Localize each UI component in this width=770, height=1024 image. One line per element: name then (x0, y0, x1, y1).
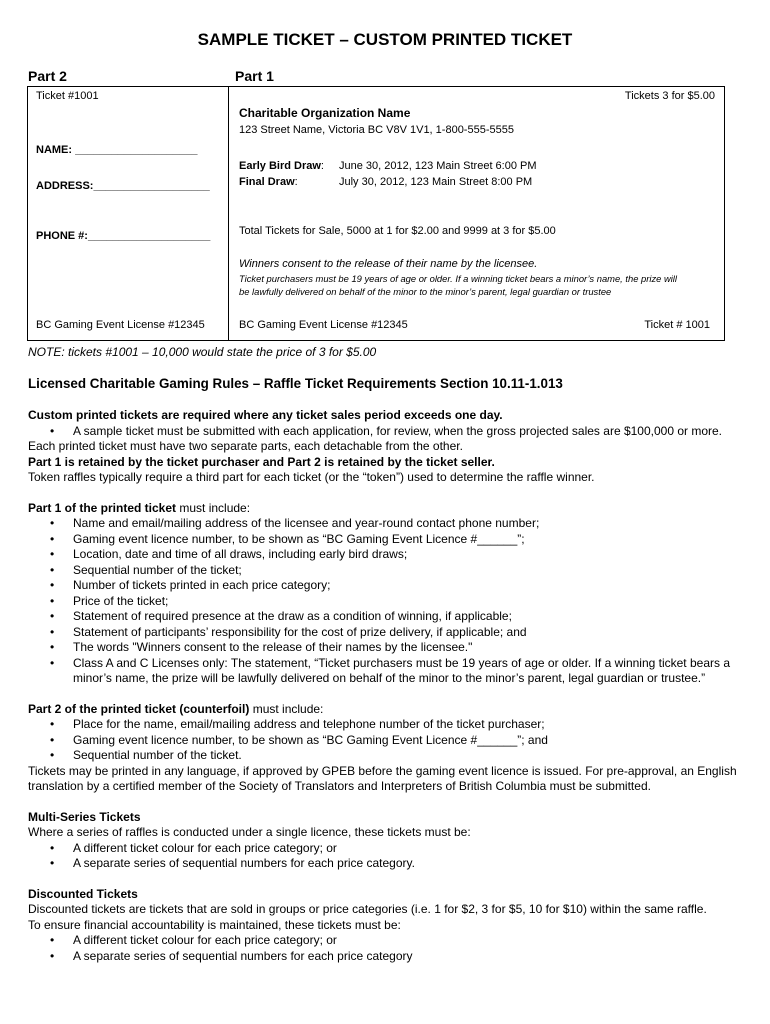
list-item: • Name and email/mailing address of the licensee and year-round contact phone number; (28, 516, 748, 532)
list-item: • A separate series of sequential numbers for each price category. (28, 856, 748, 872)
two-parts-text: Each printed ticket must have two separate parts, each detachable from the other. (28, 439, 463, 453)
list-item: • A separate series of sequential numbers for each price category (28, 949, 748, 965)
stub-phone-field: PHONE #:____________________ (36, 230, 211, 242)
age-statement-line1: Ticket purchasers must be 19 years of age or older. If a winning ticket bears a minor’s name, the prize will (239, 273, 677, 284)
ticket-stub (28, 87, 229, 340)
stub-name-field: NAME: ____________________ (36, 144, 198, 156)
page-title: SAMPLE TICKET – CUSTOM PRINTED TICKET (197, 30, 573, 49)
discounted-intro: Discounted tickets are tickets that are sold in groups or price categories (i.e. 1 for $2, 3 for $5, 10 for $10) within the same raffle. (28, 902, 707, 916)
custom-printed-heading: Custom printed tickets are required where any ticket sales period exceeds one day. (28, 408, 503, 422)
part2-label: Part 2 (28, 68, 67, 84)
list-item: • Class A and C Licenses only: The statement, “Ticket purchasers must be 19 years of age or older. If a winning ticket bears a minor’s name, the prize will be lawfully delivered on behalf of the minor to the minor’s parent, legal guardian or trustee.” (28, 656, 748, 687)
main-ticket-number: Ticket # 1001 (644, 319, 710, 331)
list-item: • A sample ticket must be submitted with each application, for review, when the gross projected sales are $100,000 or more. (28, 424, 748, 440)
discounted-requirement: To ensure financial accountability is maintained, these tickets must be: (28, 917, 401, 932)
consent-statement: Winners consent to the release of their name by the licensee. (239, 258, 538, 270)
language-text: Tickets may be printed in any language, if approved by GPEB before the gaming event licence is issued. For pre-approval, an English translation by a certified member of the Society of Translators and Interpreters of British Columbia must be submitted. (28, 763, 737, 793)
part1-requirements-list (28, 516, 748, 687)
list-item: • Gaming event licence number, to be shown as “BC Gaming Event Licence #______”; (28, 532, 748, 548)
main-license: BC Gaming Event License #12345 (239, 319, 408, 331)
token-text: Token raffles typically require a third part for each ticket (or the “token”) used to determine the raffle winner. (28, 470, 595, 484)
early-bird-value: June 30, 2012, 123 Main Street 6:00 PM (339, 160, 537, 172)
part2-requirements-heading: Part 2 of the printed ticket (counterfoil) must include: (28, 701, 324, 716)
list-item: • Gaming event licence number, to be shown as “BC Gaming Event Licence #______”; and (28, 733, 748, 749)
ticket-price: Tickets 3 for $5.00 (624, 90, 715, 102)
list-item: • The words "Winners consent to the release of their names by the licensee." (28, 640, 748, 656)
list-item: • A different ticket colour for each price category; or (28, 933, 748, 949)
stub-license: BC Gaming Event License #12345 (36, 319, 205, 331)
discounted-heading: Discounted Tickets (28, 886, 138, 901)
list-item: • Statement of required presence at the draw as a condition of winning, if applicable; (28, 609, 748, 625)
custom-printed-list (28, 424, 748, 440)
part1-requirements-heading: Part 1 of the printed ticket must include: (28, 500, 251, 515)
final-draw-value: July 30, 2012, 123 Main Street 8:00 PM (339, 176, 533, 188)
sample-ticket (27, 86, 725, 341)
final-draw-label: Final Draw: (239, 176, 298, 188)
list-item: • Number of tickets printed in each price category; (28, 578, 748, 594)
stub-ticket-number: Ticket #1001 (36, 90, 99, 102)
rules-heading: Licensed Charitable Gaming Rules – Raffle Ticket Requirements Section 10.11-1.013 (28, 376, 563, 391)
age-statement-line2: be lawfully delivered on behalf of the minor to the minor’s parent, legal guardian or trustee (239, 286, 612, 297)
list-item: • Statement of participants’ responsibility for the cost of prize delivery, if applicable; and (28, 625, 748, 641)
list-item: • A different ticket colour for each price category; or (28, 841, 748, 857)
ticket-note: NOTE: tickets #1001 – 10,000 would state the price of 3 for $5.00 (28, 345, 377, 359)
retained-text: Part 1 is retained by the ticket purchaser and Part 2 is retained by the ticket seller. (28, 454, 495, 469)
early-bird-label: Early Bird Draw: (239, 160, 324, 172)
multi-series-heading: Multi-Series Tickets (28, 809, 141, 824)
rules-body (28, 408, 748, 964)
list-item: • Location, date and time of all draws, including early bird draws; (28, 547, 748, 563)
part2-requirements-list (28, 717, 748, 764)
discounted-list (28, 933, 748, 964)
list-item: • Sequential number of the ticket; (28, 563, 748, 579)
list-item: • Price of the ticket; (28, 594, 748, 610)
multi-series-intro: Where a series of raffles is conducted under a single licence, these tickets must be: (28, 825, 471, 839)
list-item: • Sequential number of the ticket. (28, 748, 748, 764)
org-address: 123 Street Name, Victoria BC V8V 1V1, 1-800-555-5555 (239, 124, 514, 136)
part1-label: Part 1 (235, 68, 274, 84)
org-name: Charitable Organization Name (239, 106, 411, 120)
multi-series-list (28, 841, 748, 872)
list-item: • Place for the name, email/mailing address and telephone number of the ticket purchaser; (28, 717, 748, 733)
total-tickets: Total Tickets for Sale, 5000 at 1 for $2.00 and 9999 at 3 for $5.00 (239, 225, 556, 237)
stub-address-field: ADDRESS:___________________ (36, 180, 210, 192)
